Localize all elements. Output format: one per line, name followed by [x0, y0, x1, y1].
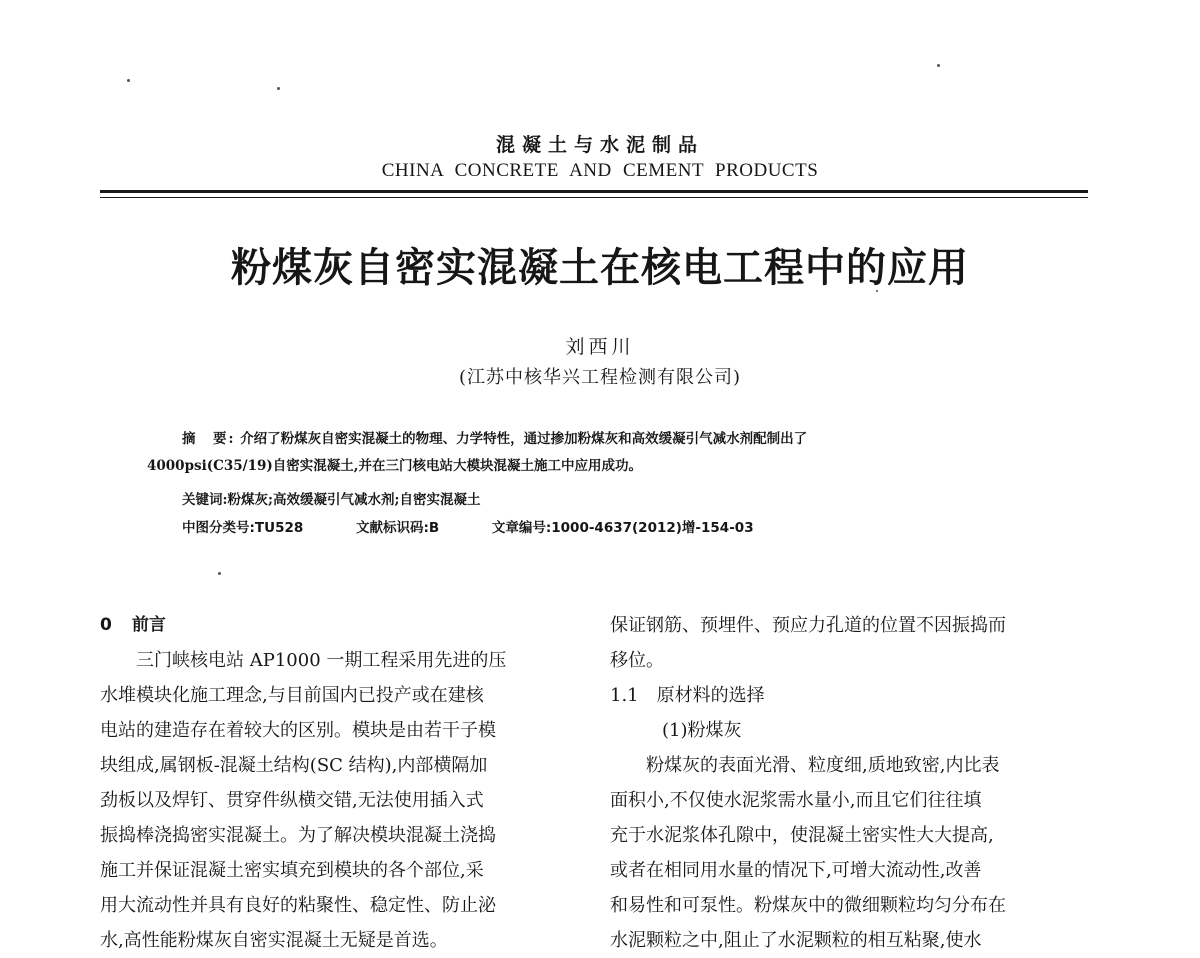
body-line: 三门峡核电站 AP1000 一期工程采用先进的压	[136, 650, 507, 671]
body-line: 保证钢筋、预埋件、预应力孔道的位置不因振捣而	[610, 615, 1006, 636]
body-line: 劲板以及焊钉、贯穿件纵横交错,无法使用插入式	[100, 790, 484, 811]
body-line: 和易性和可泵性。粉煤灰中的微细颗粒均匀分布在	[610, 895, 1006, 916]
abstract-text-1: 介绍了粉煤灰自密实混凝土的物理、力学特性，通过掺加粉煤灰和高效缓凝引气减水剂配制出了	[240, 431, 808, 447]
abstract	[147, 426, 1057, 480]
scan-speck	[127, 79, 130, 82]
keywords-text: 粉煤灰;高效缓凝引气减水剂;自密实混凝土	[227, 492, 481, 508]
header-rule-thin	[100, 197, 1088, 198]
subsection-item: (1)粉煤灰	[662, 720, 742, 741]
section-number: 0	[100, 615, 112, 635]
article-affiliation: (江苏中核华兴工程检测有限公司)	[458, 367, 742, 388]
scan-speck	[277, 87, 280, 90]
body-line: 粉煤灰的表面光滑、粒度细,质地致密,内比表	[646, 755, 1000, 776]
article-number: 文章编号:1000-4637(2012)增-154-03	[491, 520, 754, 536]
body-line: 水泥颗粒之中,阻止了水泥颗粒的相互粘聚,使水	[610, 930, 982, 951]
keywords-label: 关键词:	[182, 492, 228, 508]
scan-speck	[937, 64, 940, 67]
article-title: 粉煤灰自密实混凝土在核电工程中的应用	[231, 245, 969, 291]
left-column	[100, 608, 580, 958]
document-code: 文献标识码:B	[355, 520, 440, 536]
body-line: 电站的建造存在着较大的区别。模块是由若干子模	[100, 720, 496, 741]
body-line: 施工并保证混凝土密实填充到模块的各个部位,采	[100, 860, 484, 881]
keywords	[182, 488, 480, 508]
right-column	[610, 608, 1088, 958]
clc-number: 中图分类号:TU528	[182, 520, 304, 536]
abstract-line-1	[147, 426, 1057, 453]
body-line: 块组成,属钢板-混凝土结构(SC 结构),内部横隔加	[100, 755, 488, 776]
journal-name-cn: 混凝土与水泥制品	[495, 134, 704, 156]
body-line: 面积小,不仅使水泥浆需水量小,而且它们往往填	[610, 790, 982, 811]
scan-speck	[218, 572, 221, 575]
header-rule-thick	[100, 190, 1088, 193]
body-line: 充于水泥浆体孔隙中，使混凝土密实性大大提高,	[610, 825, 994, 846]
section-title: 前言	[131, 615, 166, 635]
body-line: 振捣棒浇捣密实混凝土。为了解决模块混凝土浇捣	[100, 825, 496, 846]
body-line: 水,高性能粉煤灰自密实混凝土无疑是首选。	[100, 930, 448, 951]
journal-name-en: CHINA CONCRETE AND CEMENT PRODUCTS	[381, 160, 819, 181]
section-heading	[100, 608, 580, 643]
body-line: 用大流动性并具有良好的粘聚性、稳定性、防止泌	[100, 895, 496, 916]
abstract-line-2: 4000psi(C35/19)自密实混凝土,并在三门核电站大模块混凝土施工中应用成功。	[147, 458, 642, 474]
body-line: 或者在相同用水量的情况下,可增大流动性,改善	[610, 860, 982, 881]
body-line: 移位。	[610, 650, 664, 671]
article-author: 刘西川	[565, 336, 635, 358]
abstract-label: 摘 要:	[182, 431, 236, 447]
subsection-heading: 1.1 原材料的选择	[610, 685, 765, 706]
classification	[182, 516, 802, 536]
body-line: 水堆模块化施工理念,与目前国内已投产或在建核	[100, 685, 484, 706]
